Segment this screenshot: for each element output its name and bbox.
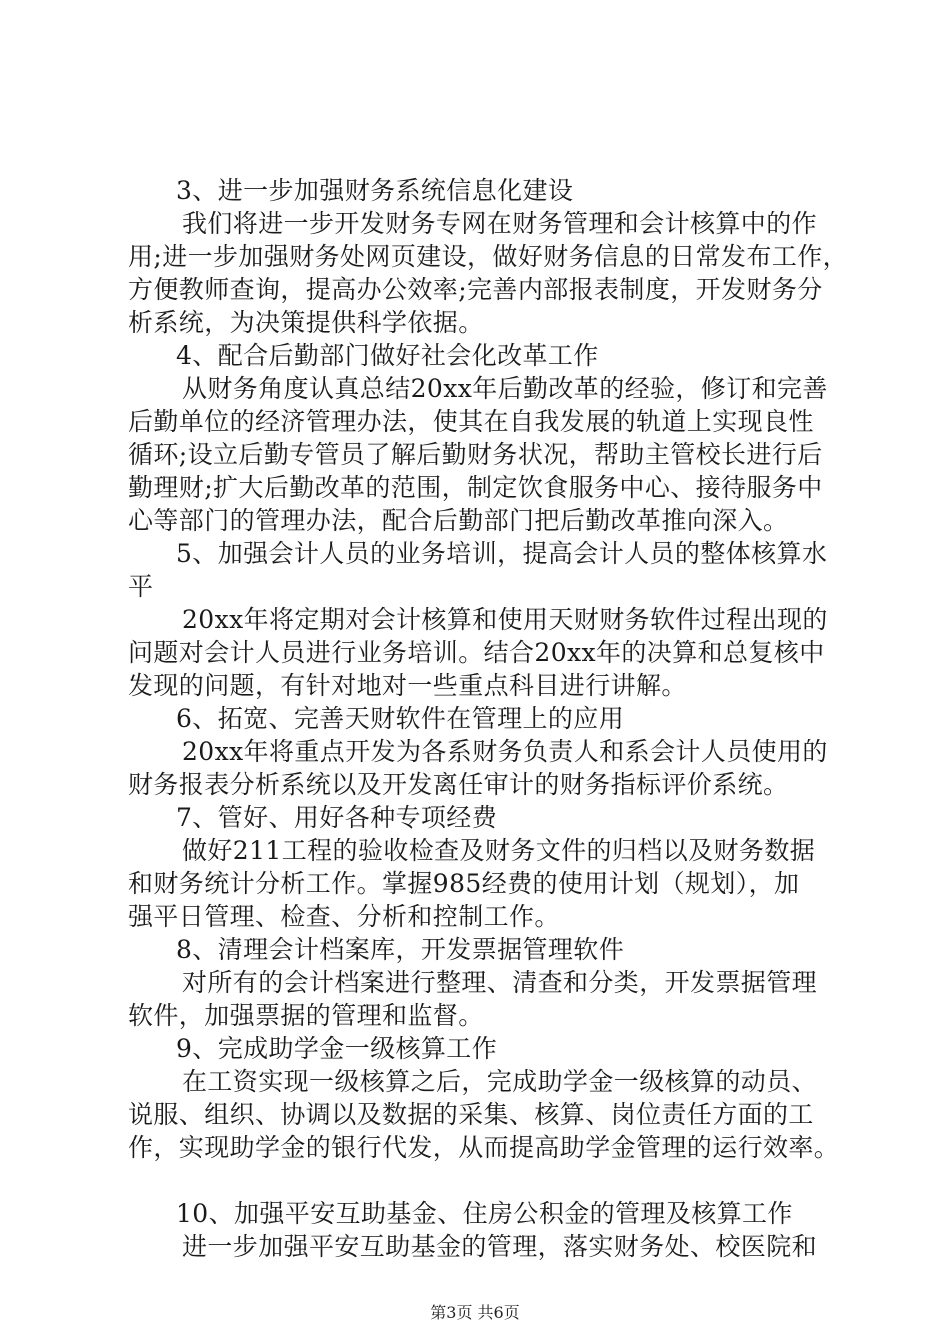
text-line: 问题对会计人员进行业务培训。结合20xx年的决算和总复核中 [128, 638, 825, 667]
section-heading: 3、进一步加强财务系统信息化建设 [176, 176, 574, 205]
text-line: 财务报表分析系统以及开发离任审计的财务指标评价系统。 [128, 770, 789, 799]
section-heading: 8、清理会计档案库，开发票据管理软件 [176, 935, 625, 964]
text-line: 强平日管理、检查、分析和控制工作。 [128, 902, 560, 931]
text-line: 平 [128, 572, 154, 601]
text-line: 发现的问题，有针对地对一些重点科目进行讲解。 [128, 671, 687, 700]
text-line: 后勤单位的经济管理办法，使其在自我发展的轨道上实现良性 [128, 407, 814, 436]
document-body [128, 174, 849, 1263]
text-line: 用;进一步加强财务处网页建设，做好财务信息的日常发布工作， [128, 242, 849, 271]
text-line: 作，实现助学金的银行代发，从而提高助学金管理的运行效率。 [128, 1133, 840, 1162]
section-heading: 9、完成助学金一级核算工作 [176, 1034, 498, 1063]
section-heading: 4、配合后勤部门做好社会化改革工作 [176, 341, 599, 370]
text-line: 和财务统计分析工作。掌握985经费的使用计划（规划），加 [128, 869, 800, 898]
text-line: 对所有的会计档案进行整理、清查和分类，开发票据管理 [182, 968, 818, 997]
section-heading: 10、加强平安互助基金、住房公积金的管理及核算工作 [176, 1199, 793, 1228]
text-line: 勤理财;扩大后勤改革的范围，制定饮食服务中心、接待服务中 [128, 473, 823, 502]
text-line: 20xx年将定期对会计核算和使用天财财务软件过程出现的 [182, 605, 828, 634]
blank-line [128, 1164, 828, 1197]
text-line: 说服、组织、协调以及数据的采集、核算、岗位责任方面的工 [128, 1100, 814, 1129]
text-line: 心等部门的管理办法，配合后勤部门把后勤改革推向深入。 [128, 506, 789, 535]
text-line: 软件，加强票据的管理和监督。 [128, 1001, 484, 1030]
text-line: 析系统，为决策提供科学依据。 [128, 308, 484, 337]
section-heading: 7、管好、用好各种专项经费 [176, 803, 498, 832]
text-line: 做好211工程的验收检查及财务文件的归档以及财务数据 [182, 836, 816, 865]
text-line: 我们将进一步开发财务专网在财务管理和会计核算中的作 [182, 209, 818, 238]
text-line: 循环;设立后勤专管员了解后勤财务状况，帮助主管校长进行后 [128, 440, 823, 469]
section-heading: 6、拓宽、完善天财软件在管理上的应用 [176, 704, 625, 733]
text-line: 进一步加强平安互助基金的管理，落实财务处、校医院和 [182, 1232, 818, 1261]
text-line: 在工资实现一级核算之后，完成助学金一级核算的动员、 [182, 1067, 818, 1096]
page-footer: 第3页 共6页 [430, 1303, 520, 1322]
text-line: 20xx年将重点开发为各系财务负责人和系会计人员使用的 [182, 737, 828, 766]
text-line: 方便教师查询，提高办公效率;完善内部报表制度，开发财务分 [128, 275, 823, 304]
text-line: 从财务角度认真总结20xx年后勤改革的经验，修订和完善 [182, 374, 828, 403]
section-heading: 5、加强会计人员的业务培训，提高会计人员的整体核算水 [176, 539, 828, 568]
